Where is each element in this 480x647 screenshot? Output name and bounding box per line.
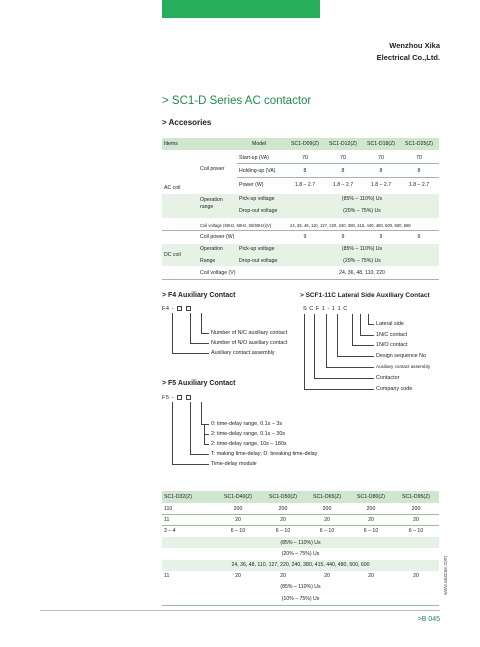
table2-cell: 6 – 10 — [408, 528, 424, 534]
table2-cell: 20 — [413, 573, 419, 579]
startup-value: 70 — [416, 155, 422, 161]
table2-cell: 20 — [413, 517, 419, 523]
table2-dc-pickup: (85% – 110%) Us — [280, 584, 321, 590]
row-divider — [237, 177, 439, 178]
dc-pickup-label: Pick-up voltage — [239, 246, 275, 252]
table2-header-cell: SC1-D40(Z) — [224, 494, 252, 500]
scf-label-no: 1N/O contact — [376, 342, 408, 348]
scf-leader — [368, 324, 374, 325]
coil-voltage-label: Coil voltage (50Hz, 60Hz, 50/60Hz)(V) — [200, 223, 272, 228]
table2-cell: 6 – 10 — [363, 528, 379, 534]
startup-value: 70 — [302, 155, 308, 161]
table2-cell: 20 — [368, 517, 374, 523]
f5-label-4: Time-delay module — [211, 461, 257, 467]
f5-leader — [204, 434, 209, 435]
scf-leader — [326, 314, 327, 367]
f5-leader — [204, 444, 209, 445]
header-green-tab — [162, 0, 320, 18]
row-divider — [162, 230, 439, 231]
table2-cell: 200 — [278, 506, 288, 512]
scf-leader — [326, 367, 374, 368]
scf-label-company: Company code — [376, 386, 413, 392]
f4-code-box — [177, 306, 182, 311]
table2-cell: 20 — [235, 573, 241, 579]
scf-heading: > SCF1-11C Lateral Side Auxiliary Contact — [300, 292, 430, 299]
pickup-value: (85% – 110%) Us — [341, 196, 383, 202]
table2-cell: 200 — [366, 506, 376, 512]
f5-leader — [172, 402, 173, 464]
table2-cell: 110 — [164, 506, 173, 512]
holding-value: 8 — [303, 168, 307, 174]
power-value: 1.8 – 2.7 — [294, 182, 316, 188]
f5-leader — [190, 454, 209, 455]
table2-cell: 20 — [324, 517, 330, 523]
f4-leader — [190, 343, 209, 344]
f4-leader — [172, 313, 173, 353]
dc-coil-voltage-value: 24, 36, 48, 110, 220 — [339, 270, 385, 276]
table2-cell: 6 – 10 — [230, 528, 246, 534]
table2-cell: 11 — [164, 517, 170, 523]
f5-leader — [190, 402, 191, 454]
coil-power-label: Coil power — [200, 166, 225, 172]
dc-range-label: Range — [200, 258, 216, 264]
dropout-value: (20% – 75%) Us — [343, 208, 381, 214]
f5-code-box — [177, 395, 182, 400]
dc-operation-label: Operation — [200, 246, 223, 252]
table2-header-cell: SC1-D80(Z) — [357, 494, 385, 500]
table2-header-cell: SC1-D50(Z) — [269, 494, 297, 500]
table2-header-cell: SC1-D65(Z) — [313, 494, 341, 500]
footer-divider — [40, 610, 440, 611]
row-divider — [162, 605, 439, 606]
scf-leader — [360, 314, 361, 335]
row-divider — [237, 163, 439, 164]
table2-cell: 20 — [368, 573, 374, 579]
table2-cell: 200 — [411, 506, 421, 512]
f4-code-prefix: F4 - — [162, 306, 174, 312]
f4-label-nc: Number of N/C auxiliary contact — [211, 330, 288, 336]
row-divider — [162, 514, 439, 515]
pickup-label: Pick-up voltage — [239, 196, 275, 202]
holding-value: 8 — [341, 168, 345, 174]
dc-pickup-value: (85% – 110%) Us — [341, 246, 383, 252]
header-d18: SC1-D18(Z) — [367, 141, 395, 147]
table2-dc-dropout: (10% – 75%) Us — [281, 596, 320, 602]
dropout-label: Drop-out voltage — [239, 208, 278, 214]
f5-code-prefix: F5 - — [162, 395, 174, 401]
header-items: Iitems — [164, 141, 178, 147]
table2-cell: 6 – 10 — [319, 528, 335, 534]
table2-cell: 20 — [280, 573, 286, 579]
f5-label-0: 0: time-delay range, 0.1s – 3s — [211, 421, 283, 427]
company-name-line1: Wenzhou Xika — [389, 41, 440, 50]
scf-leader — [304, 314, 305, 389]
scf-leader — [352, 314, 353, 345]
scf-label-lateral: Lateral side — [376, 321, 404, 327]
dc-coil-power-value: 9 — [379, 234, 383, 240]
f5-code-box — [186, 395, 191, 400]
power-value: 1.8 – 2.7 — [370, 182, 392, 188]
operation-range-label: Operation range — [200, 197, 223, 210]
scf-leader — [304, 389, 374, 390]
f5-code — [162, 395, 192, 401]
dc-dropout-value: (20% – 75%) Us — [343, 258, 381, 264]
dc-coil-label: DC coil — [164, 252, 181, 258]
f4-leader — [201, 313, 202, 333]
scf-leader — [337, 356, 374, 357]
dc-coil-power-value: 9 — [341, 234, 345, 240]
dc-coil-power-value: 9 — [303, 234, 307, 240]
scf-code: S C F 1 - 1 1 C — [303, 306, 348, 312]
f5-heading: > F5 Auxiliary Contact — [162, 380, 236, 387]
table2-cell: 200 — [322, 506, 332, 512]
power-value: 1.8 – 2.7 — [408, 182, 430, 188]
f5-label-2: 2: time-delay range, 10s – 180s — [211, 441, 287, 447]
startup-value: 70 — [378, 155, 384, 161]
scf-label-contactor: Contactor — [376, 375, 400, 381]
accessories-heading: > Accesories — [162, 118, 212, 127]
power-label: Power (W) — [239, 182, 264, 188]
page-number: >B 045 — [417, 616, 440, 623]
dc-coil-power-value: 9 — [417, 234, 421, 240]
row-divider — [162, 279, 439, 280]
table2-cell: 20 — [280, 517, 286, 523]
startup-value: 70 — [340, 155, 346, 161]
scf-label-nc: 1N/C contact — [376, 332, 408, 338]
scf-leader — [352, 345, 374, 346]
f5-leader — [201, 402, 202, 424]
holding-value: 8 — [379, 168, 383, 174]
power-value: 1.8 – 2.7 — [332, 182, 354, 188]
header-d25: SC1-D25(Z) — [405, 141, 433, 147]
page-title: > SC1-D Series AC contactor — [162, 95, 312, 107]
scf-label-assembly: Auxiliary contact assembly — [376, 364, 431, 369]
coil-voltage-value: 24, 36, 48, 110, 127, 220, 240, 380, 415, 440, 480, 500, 600, 660 — [290, 223, 411, 228]
table2-cell: 11 — [164, 573, 170, 579]
table2-dropout: (20% – 75%) Us — [281, 551, 320, 557]
f5-leader — [172, 464, 209, 465]
scf-label-design: Design sequence No — [376, 353, 427, 359]
holding-value: 8 — [417, 168, 421, 174]
dc-dropout-label: Drop-out voltage — [239, 258, 278, 264]
table2-cell: 200 — [233, 506, 243, 512]
table2-cell: 6 – 10 — [275, 528, 291, 534]
dc-coil-voltage-label: Coil voltage (V) — [200, 270, 236, 276]
table2-cell: 20 — [324, 573, 330, 579]
dc-coil-power-label: Coil power (W) — [200, 234, 235, 240]
f5-label-3: T: making time-delay; D: breaking time-delay — [211, 451, 318, 457]
scf-leader — [337, 314, 338, 356]
header-model: Model — [252, 141, 267, 147]
scf-leader — [368, 314, 369, 324]
table2-cell: 20 — [235, 517, 241, 523]
ac-coil-label: AC coil — [164, 185, 181, 191]
f4-leader — [172, 353, 209, 354]
table2-pickup: (85% – 110%) Us — [280, 540, 321, 546]
f5-label-1: 2: time-delay range, 0.1s – 30s — [211, 431, 286, 437]
f4-heading: > F4 Auxiliary Contact — [162, 292, 236, 299]
header-d12: SC1-D12(Z) — [329, 141, 357, 147]
table2-cell: 3 – 4 — [164, 528, 176, 534]
f4-leader — [190, 313, 191, 343]
scf-leader — [360, 335, 374, 336]
f4-label-no: Number of N/O auxiliary contact — [211, 340, 288, 346]
startup-label: Start-up (VA) — [239, 155, 269, 161]
table2-header-cell: SC1-D32(Z) — [164, 494, 192, 500]
side-url: www.aaxcae.com — [443, 556, 449, 595]
f4-leader — [201, 333, 209, 334]
header-d09: SC1-D09(Z) — [291, 141, 319, 147]
company-name-line2: Electrical Co.,Ltd. — [376, 53, 440, 62]
scf-leader — [314, 314, 315, 378]
f4-label-assembly: Auxiliary contact assembly — [211, 350, 275, 356]
f4-code — [162, 306, 192, 312]
table2-coil-voltage: 24, 36, 48, 110, 127, 220, 240, 380, 415, 440, 480, 500, 600 — [231, 562, 370, 568]
holding-label: Holding-up (VA) — [239, 168, 276, 174]
f4-code-box — [186, 306, 191, 311]
f5-leader — [201, 424, 209, 425]
table2-header-cell: SC1-D95(Z) — [402, 494, 430, 500]
row-divider — [162, 525, 439, 526]
scf-leader — [314, 378, 374, 379]
